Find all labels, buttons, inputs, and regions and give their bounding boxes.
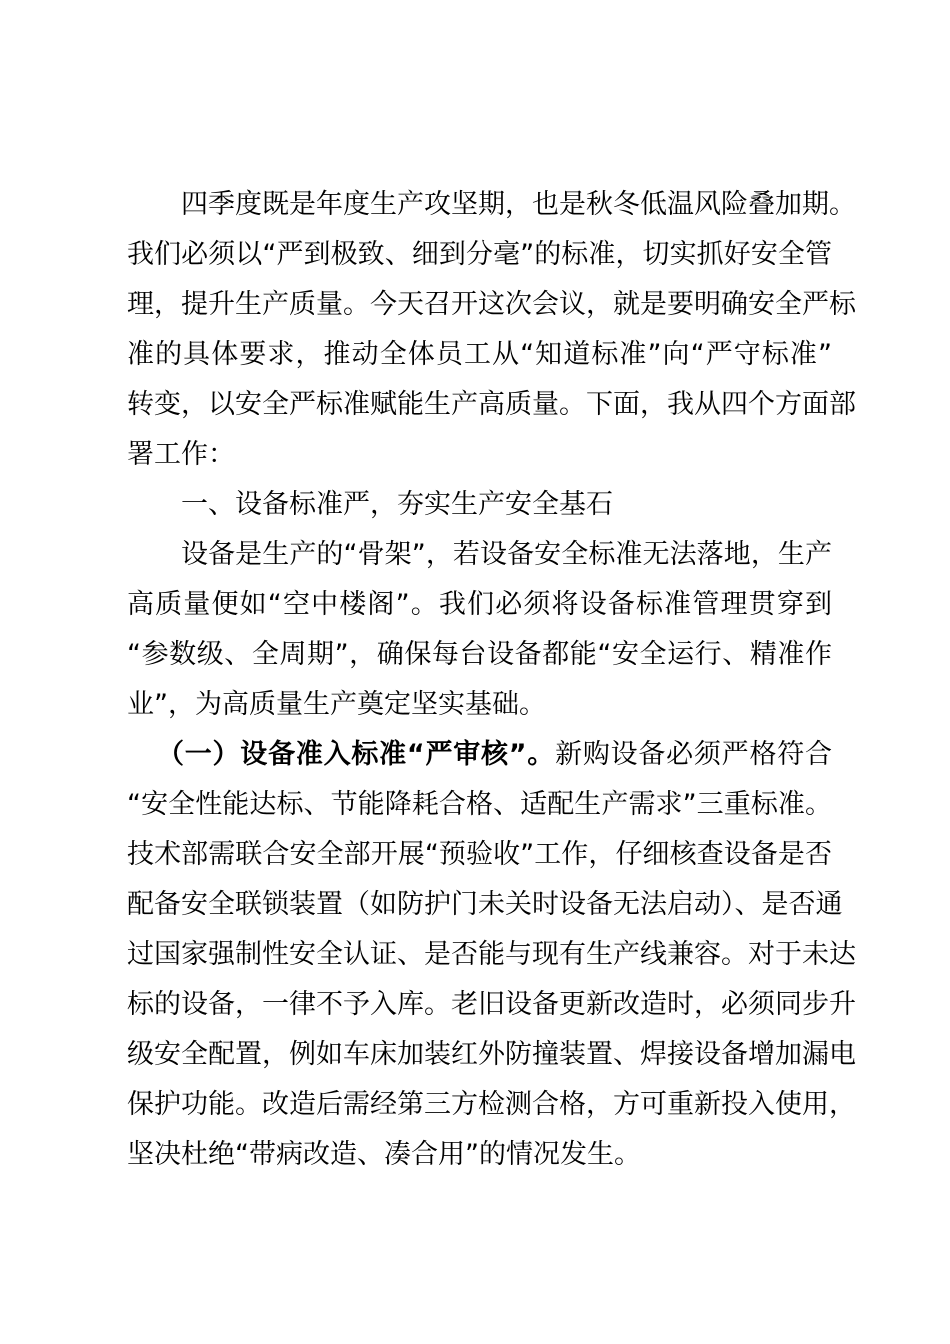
text-line: 准的具体要求，推动全体员工从“知道标准”向“严守标准”: [127, 339, 832, 370]
text-line: 理，提升生产质量。今天召开这次会议，就是要明确安全严标: [127, 289, 856, 320]
text-line: 过国家强制性安全认证、是否能与现有生产线兼容。对于未达: [127, 939, 856, 970]
text-line: 设备是生产的“骨架”，若设备安全标准无法落地，生产: [181, 539, 832, 570]
intro-paragraph: [127, 180, 856, 480]
text-line: 转变，以安全严标准赋能生产高质量。下面，我从四个方面部: [127, 389, 856, 420]
text-line: “安全性能达标、节能降耗合格、适配生产需求”三重标准。: [127, 789, 832, 820]
text-line: 四季度既是年度生产攻坚期，也是秋冬低温风险叠加期。: [181, 189, 856, 220]
text-line: 业”，为高质量生产奠定坚实基础。: [127, 689, 546, 720]
text-line: 署工作：: [127, 439, 235, 470]
text-line: 高质量便如“空中楼阁”。我们必须将设备标准管理贯穿到: [127, 589, 832, 620]
subsection-paragraph: [127, 730, 856, 1180]
text-line: 标的设备，一律不予入库。老旧设备更新改造时，必须同步升: [127, 989, 856, 1020]
section-paragraph: [127, 530, 832, 730]
text-line: 配备安全联锁装置（如防护门未关时设备无法启动）、是否通: [127, 889, 843, 920]
text-line: “参数级、全周期”，确保每台设备都能“安全运行、精准作: [127, 639, 832, 670]
text-line: 坚决杜绝“带病改造、凑合用”的情况发生。: [127, 1139, 641, 1170]
heading-text: 一、设备标准严，夯实生产安全基石: [181, 489, 613, 520]
text-line: 我们必须以“严到极致、细到分毫”的标准，切实抓好安全管: [127, 239, 832, 270]
subsection-title: （一）设备准入标准“严审核”。: [157, 739, 556, 770]
text-line: 保护功能。改造后需经第三方检测合格，方可重新投入使用，: [127, 1089, 856, 1120]
text-span: 新购设备必须严格符合: [555, 739, 832, 770]
text-line: 技术部需联合安全部开展“预验收”工作，仔细核查设备是否: [127, 839, 832, 870]
document-page: [127, 180, 856, 1180]
text-line: [127, 730, 832, 780]
text-line: 级安全配置，例如车床加装红外防撞装置、焊接设备增加漏电: [127, 1039, 856, 1070]
section-heading: [127, 480, 832, 530]
